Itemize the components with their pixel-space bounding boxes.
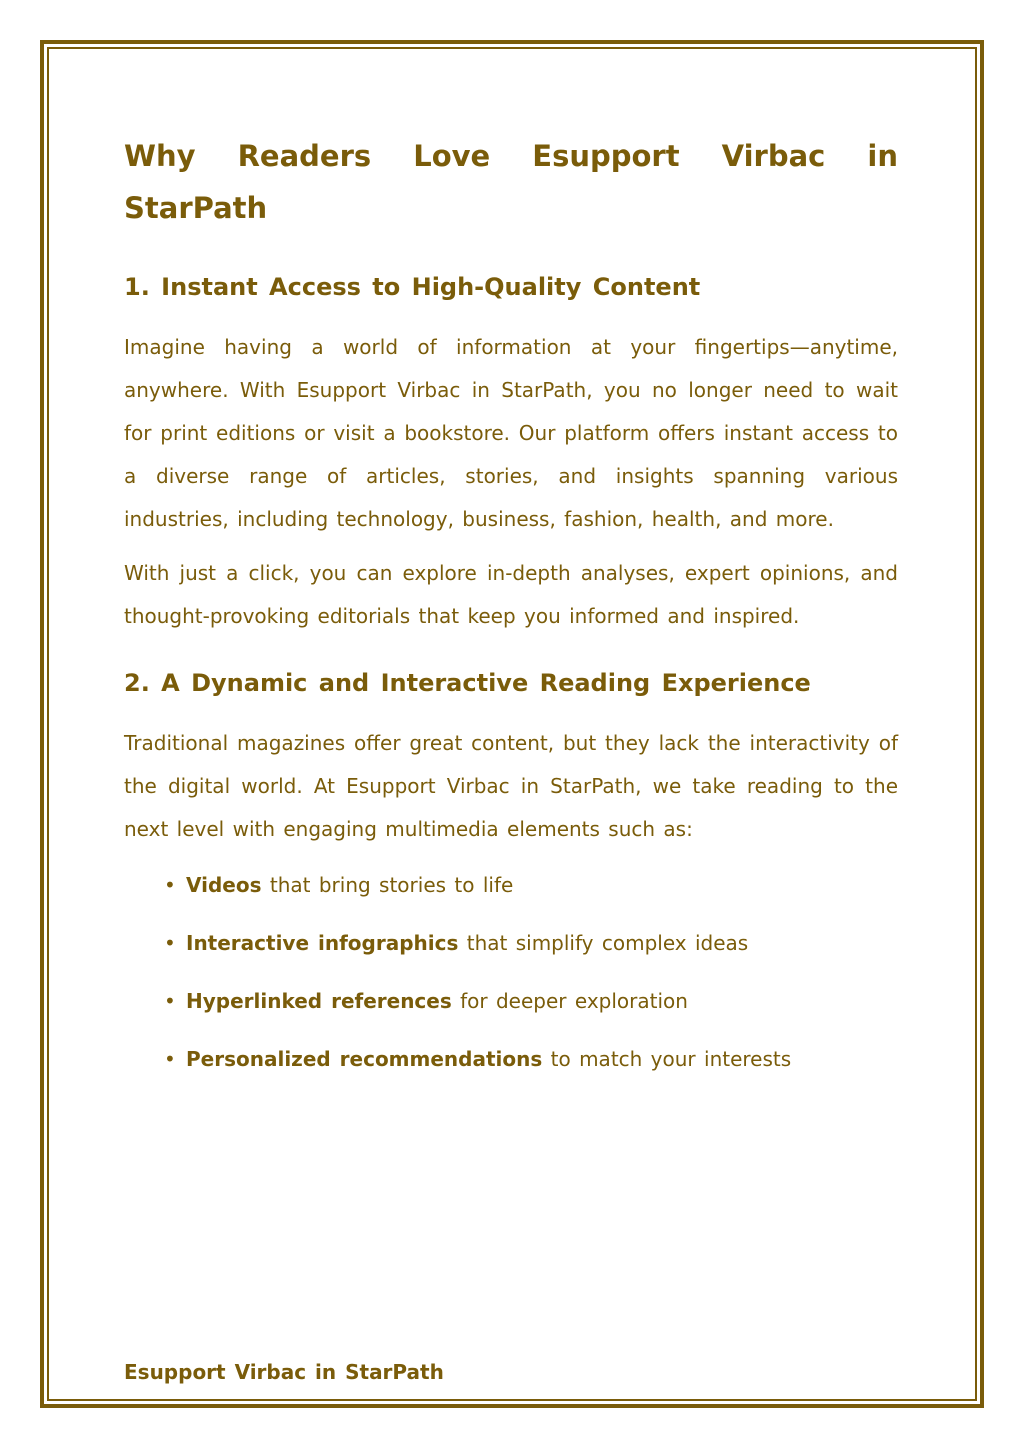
document-body	[124, 130, 898, 1103]
section-1-heading: 1. Instant Access to High-Quality Content	[124, 273, 701, 301]
section-2-heading: 2. A Dynamic and Interactive Reading Experience	[124, 669, 811, 697]
bullet-icon: •	[164, 931, 176, 955]
page-title: Why Readers Love Esupport Virbac in StarPath	[124, 139, 898, 225]
list-item	[164, 871, 898, 899]
list-item-bold: Hyperlinked references	[186, 989, 452, 1013]
list-item-bold: Interactive infographics	[186, 931, 459, 955]
list-item	[164, 987, 898, 1015]
list-item	[164, 929, 898, 957]
list-item-bold: Personalized recommendations	[186, 1047, 543, 1071]
section-1-paragraph-1: Imagine having a world of information at your fingertips—anytime, anywhere. With Esupport Virbac in StarPath, you no longer need to wait for print editions or visit a bookstore. Our platform offers instant access to a diverse range of articles, stories, and insights spanning various industries, including technology, business, fashion, health, and more.	[124, 335, 898, 531]
feature-list	[124, 871, 898, 1073]
bullet-icon: •	[164, 989, 176, 1013]
page-footer: Esupport Virbac in StarPath	[124, 1360, 444, 1384]
section-1-paragraph-2: With just a click, you can explore in-depth analyses, expert opinions, and thought-provoking editorials that keep you informed and inspired.	[124, 561, 898, 628]
list-item-text: for deeper exploration	[451, 989, 688, 1013]
list-item	[164, 1045, 898, 1073]
list-item-bold: Videos	[186, 873, 262, 897]
section-2-paragraph-1: Traditional magazines offer great content, but they lack the interactivity of the digital world. At Esupport Virbac in StarPath, we take reading to the next level with engaging multimedia elements such as:	[124, 731, 898, 841]
bullet-icon: •	[164, 873, 176, 897]
list-item-text: to match your interests	[542, 1047, 792, 1071]
list-item-text: that bring stories to life	[261, 873, 514, 897]
list-item-text: that simplify complex ideas	[458, 931, 749, 955]
bullet-icon: •	[164, 1047, 176, 1071]
